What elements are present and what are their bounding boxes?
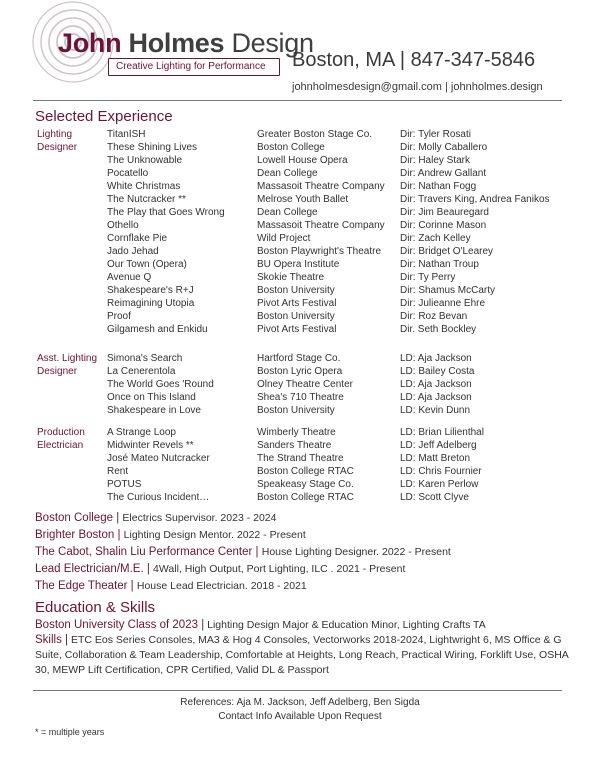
- education-skills-block: [35, 618, 570, 678]
- director: Dir: Zach Kelley: [400, 233, 471, 244]
- venue: Lowell House Opera: [257, 155, 348, 166]
- show-title: The Nutcracker **: [107, 194, 186, 205]
- venue: Boston University: [257, 311, 335, 322]
- venue: Dean College: [257, 207, 318, 218]
- show-title: The Unknowable: [107, 155, 183, 166]
- director: Dir: Jim Beauregard: [400, 207, 489, 218]
- venue: Boston College: [257, 142, 325, 153]
- director: Dir: Haley Stark: [400, 155, 471, 166]
- venue: Speakeasy Stage Co.: [257, 479, 354, 490]
- venue: Melrose Youth Ballet: [257, 194, 349, 205]
- show-title: Cornflake Pie: [107, 233, 168, 244]
- header-divider: [33, 100, 562, 101]
- logo-name: John Holmes Design: [58, 28, 314, 58]
- position-item: [35, 546, 451, 563]
- show-title: The Play that Goes Wrong: [107, 207, 225, 218]
- position-employer: Brighter Boston |: [35, 529, 121, 541]
- director: Dir: Shamus McCarty: [400, 285, 496, 296]
- show-title: The Curious Incident…: [107, 492, 210, 503]
- show-title: The World Goes 'Round: [107, 379, 214, 390]
- venue: Sanders Theatre: [257, 440, 332, 451]
- prod-elec-leads: [400, 426, 484, 504]
- venue: Dean College: [257, 168, 318, 179]
- venue: Pivot Arts Festival: [257, 298, 337, 309]
- director: Dir: Tyler Rosati: [400, 129, 471, 140]
- show-title: Shakespeare's R+J: [107, 285, 194, 296]
- venue: Boston Lyric Opera: [257, 366, 343, 377]
- venue: Boston University: [257, 285, 335, 296]
- show-title: Midwinter Revels **: [107, 440, 194, 451]
- director: Dir: Travers King, Andrea Fanikos: [400, 194, 550, 205]
- director: Dir. Seth Bockley: [400, 324, 477, 335]
- venue: Boston College RTAC: [257, 466, 354, 477]
- section-title-experience: Selected Experience: [35, 108, 173, 125]
- venue: Wild Project: [257, 233, 311, 244]
- position-role: House Lead Electrician. 2018 - 2021: [136, 580, 307, 592]
- position-item: [35, 580, 451, 597]
- show-title: Othello: [107, 220, 139, 231]
- lead-designer: LD: Karen Perlow: [400, 479, 479, 490]
- skills-label: Skills |: [35, 634, 69, 646]
- show-title: These Shining Lives: [107, 142, 198, 153]
- show-title: Reimagining Utopia: [107, 298, 195, 309]
- position-role: 4Wall, High Output, Port Lighting, ILC . 2021 - Present: [153, 563, 406, 575]
- lead-designer: LD: Aja Jackson: [400, 379, 472, 390]
- contact-note: Contact Info Available Upon Request: [218, 711, 382, 722]
- venue: Shea's 710 Theatre: [257, 392, 344, 403]
- lighting-designer-venues: [257, 128, 385, 336]
- show-title: José Mateo Nutcracker: [107, 453, 210, 464]
- venue: Olney Theatre Center: [257, 379, 353, 390]
- position-employer: The Cabot, Shalin Liu Performance Center |: [35, 546, 259, 558]
- lead-designer: LD: Brian Lilienthal: [400, 427, 484, 438]
- venue: Wimberly Theatre: [257, 427, 336, 438]
- venue: BU Opera Institute: [257, 259, 340, 270]
- venue: Boston College RTAC: [257, 492, 354, 503]
- director: Dir: Molly Caballero: [400, 142, 488, 153]
- position-item: [35, 563, 451, 580]
- show-title: Rent: [107, 466, 129, 477]
- asst-ld-venues: [257, 352, 353, 417]
- position-role: House Lighting Designer. 2022 - Present: [261, 546, 451, 558]
- venue: Hartford Stage Co.: [257, 353, 341, 364]
- skills-paragraph: [35, 633, 570, 678]
- show-title: White Christmas: [107, 181, 181, 192]
- section-title-education: Education & Skills: [35, 599, 156, 616]
- footer-divider: [33, 690, 562, 691]
- director: Dir: Andrew Gallant: [400, 168, 487, 179]
- director: Dir: Nathan Fogg: [400, 181, 477, 192]
- category-lighting-designer: Lighting Designer: [37, 129, 78, 153]
- asst-ld-shows: [107, 352, 214, 417]
- show-title: Jado Jehad: [107, 246, 159, 257]
- lead-designer: LD: Matt Breton: [400, 453, 471, 464]
- lead-designer: LD: Bailey Costa: [400, 366, 475, 377]
- lead-designer: LD: Jeff Adelberg: [400, 440, 477, 451]
- contact-email-website: johnholmesdesign@gmail.com | johnholmes.design: [292, 81, 543, 93]
- venue: Greater Boston Stage Co.: [257, 129, 373, 140]
- location-phone: Boston, MA | 847-347-5846: [292, 49, 536, 71]
- positions-list: [35, 512, 451, 597]
- venue: Massasoit Theatre Company: [257, 181, 385, 192]
- director: Dir: Corinne Mason: [400, 220, 487, 231]
- show-title: Our Town (Opera): [107, 259, 187, 270]
- footnote-multiple-years: * = multiple years: [35, 727, 105, 737]
- prod-elec-shows: [107, 426, 210, 504]
- show-title: Pocatello: [107, 168, 149, 179]
- show-title: A Strange Loop: [107, 427, 176, 438]
- category-asst-lighting-designer: Asst. Lighting Designer: [37, 353, 98, 377]
- position-role: Lighting Design Mentor. 2022 - Present: [123, 529, 306, 541]
- references-line: References: Aja M. Jackson, Jeff Adelberg, Ben Sigda: [180, 697, 420, 708]
- position-employer: Boston College |: [35, 512, 120, 524]
- venue: Massasoit Theatre Company: [257, 220, 385, 231]
- lighting-designer-shows: [107, 128, 225, 336]
- director: Dir: Ty Perry: [400, 272, 456, 283]
- lead-designer: LD: Chris Fournier: [400, 466, 482, 477]
- venue: The Strand Theatre: [257, 453, 344, 464]
- prod-elec-venues: [257, 426, 354, 504]
- lead-designer: LD: Kevin Dunn: [400, 405, 471, 416]
- venue: Boston Playwright's Theatre: [257, 246, 382, 257]
- show-title: Gilgamesh and Enkidu: [107, 324, 208, 335]
- lead-designer: LD: Aja Jackson: [400, 392, 472, 403]
- show-title: Simona's Search: [107, 353, 183, 364]
- show-title: POTUS: [107, 479, 142, 490]
- education-line: [35, 618, 570, 633]
- director: Dir: Julieanne Ehre: [400, 298, 486, 309]
- position-employer: The Edge Theater |: [35, 580, 134, 592]
- show-title: TitanISH: [107, 129, 146, 140]
- lead-designer: LD: Aja Jackson: [400, 353, 472, 364]
- director: Dir: Roz Bevan: [400, 311, 468, 322]
- venue: Boston University: [257, 405, 335, 416]
- asst-ld-leads: [400, 352, 474, 417]
- show-title: Shakespeare in Love: [107, 405, 201, 416]
- venue: Skokie Theatre: [257, 272, 325, 283]
- logo-tagline: Creative Lighting for Performance: [108, 58, 280, 76]
- position-item: [35, 512, 451, 529]
- degree-label: Boston University Class of 2023 |: [35, 619, 205, 631]
- show-title: Proof: [107, 311, 131, 322]
- skills-desc: ETC Eos Series Consoles, MA3 & Hog 4 Consoles, Vectorworks 2018-2024, Lightwright 6, MS Office & G Suite, Collaboration & Team Leadership, Comfortable at Heights, Long Reach, Practical Wiring, Forklift Use, OSHA 30, MEWP Lift Certification, CPR Certified, Valid DL & Passport: [35, 634, 569, 676]
- director: Dir: Bridget O'Learey: [400, 246, 494, 257]
- director: Dir: Nathan Troup: [400, 259, 479, 270]
- degree-desc: Lighting Design Major & Education Minor, Lighting Crafts TA: [207, 619, 486, 631]
- show-title: Avenue Q: [107, 272, 152, 283]
- lead-designer: LD: Scott Clyve: [400, 492, 469, 503]
- venue: Pivot Arts Festival: [257, 324, 337, 335]
- position-item: [35, 529, 451, 546]
- position-role: Electrics Supervisor. 2023 - 2024: [122, 512, 277, 524]
- show-title: Once on This Island: [107, 392, 196, 403]
- category-production-electrician: Production Electrician: [37, 427, 85, 451]
- lighting-designer-directors: [400, 128, 550, 336]
- position-employer: Lead Electrician/M.E. |: [35, 563, 150, 575]
- show-title: La Cenerentola: [107, 366, 176, 377]
